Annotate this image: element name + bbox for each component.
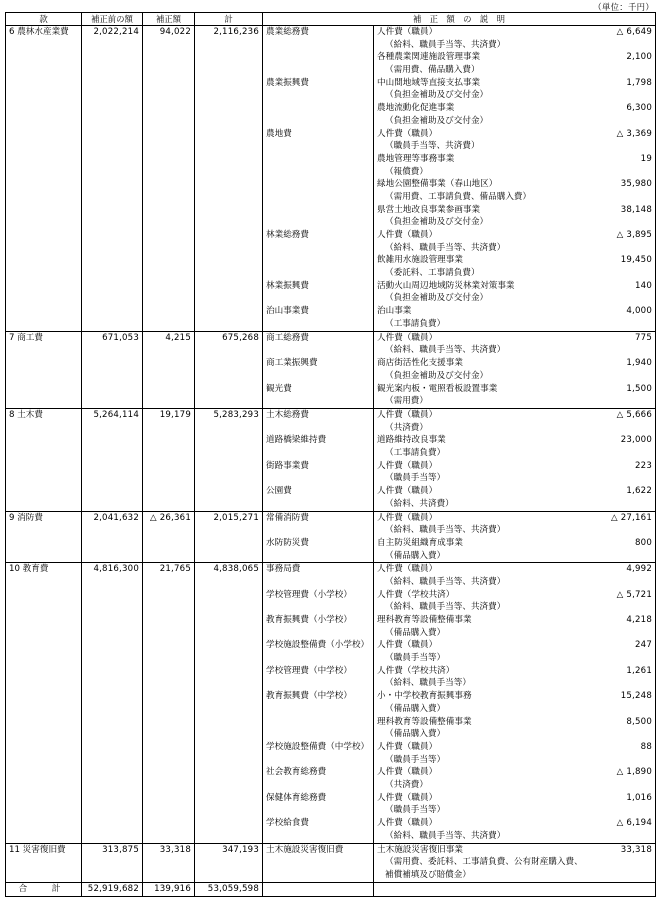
explanation-text: （給料、共済費） <box>385 498 454 509</box>
section-kou-list <box>263 331 374 408</box>
explanation-text: 土木施設災害復旧事業 <box>377 844 463 855</box>
explanation-text: （負担金補助及び交付金） <box>385 217 489 228</box>
kou-label: 商工業振興費 <box>266 358 318 369</box>
explanation-text: 治山事業 <box>377 306 412 317</box>
explanation-text: 飲雑用水施設管理事業 <box>377 255 463 266</box>
explanation-line <box>377 677 652 690</box>
explanation-text: （給料、職員手当等、共済費） <box>385 830 506 841</box>
explanation-line <box>377 216 652 229</box>
explanation-text: （工事請負費） <box>385 318 446 329</box>
explanation-text: （負担金補助及び交付金） <box>385 293 489 304</box>
section-before: 4,816,300 <box>82 563 143 843</box>
explanation-line <box>377 779 652 792</box>
section-before: 313,875 <box>82 843 143 882</box>
explanation-text: （職員手当等） <box>385 473 446 484</box>
explanation-line <box>377 254 652 267</box>
explanation-amount: 247 <box>634 640 652 651</box>
explanation-text: 各種農業関連施設管理事業 <box>377 52 481 63</box>
explanation-text: （給料、職員手当等、共済費） <box>385 39 506 50</box>
explanation-text: 人件費（学校共済） <box>377 665 455 676</box>
explanation-text: 理科教育等設備整備事業 <box>377 615 472 626</box>
explanation-line <box>377 128 652 141</box>
section-kan: 11 災害復旧費 <box>6 843 82 882</box>
grand-total-label: 合 計 <box>6 882 82 896</box>
explanation-amount: 4,218 <box>626 615 652 626</box>
kou-label: 事務局費 <box>266 564 301 575</box>
explanation-text: 人件費（職員） <box>377 818 438 829</box>
section-total: 675,268 <box>195 331 263 408</box>
explanation-text: （備品購入費） <box>385 729 446 740</box>
kou-label: 土木施設災害復旧費 <box>266 844 344 855</box>
explanation-amount: 1,016 <box>626 792 652 803</box>
explanation-text: （委託料、工事請負費） <box>385 268 480 279</box>
explanation-line <box>377 229 652 242</box>
explanation-text: 農地流動化促進事業 <box>377 103 455 114</box>
section-kou-list <box>263 563 374 843</box>
explanation-text: （給料、職員手当等） <box>385 678 471 689</box>
section-row <box>6 26 656 332</box>
section-kan: 10 教育費 <box>6 563 82 843</box>
explanation-line <box>377 178 652 191</box>
explanation-line <box>377 728 652 741</box>
kou-label: 学校施設整備費（中学校） <box>266 742 370 753</box>
explanation-line <box>377 830 652 843</box>
explanation-line <box>377 856 652 869</box>
section-explanation <box>374 563 656 843</box>
section-before: 2,022,214 <box>82 26 143 332</box>
explanation-text: 観光案内板・電照看板設置事業 <box>377 383 498 394</box>
section-before: 2,041,632 <box>82 511 143 563</box>
explanation-text: （負担金補助及び交付金） <box>385 90 489 101</box>
section-kan: 7 商工費 <box>6 331 82 408</box>
explanation-amount: 775 <box>634 332 652 343</box>
explanation-text: （職員手当等） <box>385 754 446 765</box>
budget-table <box>5 12 656 897</box>
explanation-amount: 19 <box>640 153 652 164</box>
kou-label: 林業総務費 <box>266 230 309 241</box>
explanation-amount: 1,500 <box>626 383 652 394</box>
explanation-line <box>377 485 652 498</box>
explanation-line <box>377 652 652 665</box>
explanation-line <box>377 869 652 882</box>
explanation-text: （給料、職員手当等、共済費） <box>385 576 506 587</box>
explanation-text: （備品購入費） <box>385 627 446 638</box>
explanation-text: （職員手当等） <box>385 653 446 664</box>
header-amount: 補正額 <box>143 13 195 26</box>
grand-total-before: 52,919,682 <box>82 882 143 896</box>
explanation-amount: 33,318 <box>620 844 652 855</box>
explanation-text: 人件費（職員） <box>377 230 438 240</box>
kou-label: 学校給食費 <box>266 818 309 829</box>
section-explanation <box>374 511 656 563</box>
explanation-amount: 35,980 <box>620 179 652 190</box>
explanation-text: 人件費（職員） <box>377 332 438 343</box>
section-kan: 8 土木費 <box>6 408 82 511</box>
section-amount: 21,765 <box>143 563 195 843</box>
explanation-line <box>377 550 652 563</box>
explanation-amount: △ 3,895 <box>616 230 652 240</box>
explanation-line <box>377 766 652 779</box>
explanation-line <box>377 563 652 576</box>
explanation-line <box>377 792 652 805</box>
explanation-amount: △ 6,649 <box>616 27 652 37</box>
section-amount: △ 26,361 <box>143 511 195 563</box>
explanation-line <box>377 639 652 652</box>
section-total: 2,116,236 <box>195 26 263 332</box>
explanation-text: 人件費（職員） <box>377 460 438 471</box>
section-row <box>6 511 656 563</box>
explanation-text: 人件費（職員） <box>377 767 438 778</box>
section-row <box>6 331 656 408</box>
explanation-line <box>377 191 652 204</box>
explanation-amount: △ 27,161 <box>610 512 652 523</box>
header-explanation: 補 正 額 の 説 明 <box>263 13 656 26</box>
explanation-text: 人件費（職員） <box>377 512 438 523</box>
explanation-text: （需用費、備品購入費） <box>385 65 480 76</box>
grand-total-row <box>6 882 656 896</box>
explanation-line <box>377 409 652 422</box>
grand-total-amount: 139,916 <box>143 882 195 896</box>
kou-label: 社会教育総務費 <box>266 767 327 778</box>
section-before: 5,264,114 <box>82 408 143 511</box>
explanation-line <box>377 434 652 447</box>
explanation-text: （需用費、委託料、工事請負費、公有財産購入費、 <box>385 857 583 868</box>
explanation-amount: △ 5,721 <box>616 589 652 600</box>
table-body <box>6 26 656 897</box>
explanation-text: 人件費（職員） <box>377 792 438 803</box>
explanation-amount: 4,992 <box>626 564 652 575</box>
kou-label: 公園費 <box>266 486 292 497</box>
explanation-text: （工事請負費） <box>385 448 446 458</box>
kou-label: 街路事業費 <box>266 460 309 471</box>
explanation-line <box>377 64 652 77</box>
explanation-line <box>377 115 652 128</box>
explanation-text: （職員手当等、共済費） <box>385 141 480 152</box>
explanation-text: （給料、職員手当等、共済費） <box>385 602 506 613</box>
kou-label: 商工総務費 <box>266 332 309 343</box>
explanation-line <box>377 524 652 537</box>
kou-label: 道路橋梁維持費 <box>266 435 327 446</box>
explanation-line <box>377 716 652 729</box>
explanation-amount: △ 3,369 <box>616 128 652 139</box>
section-before: 671,053 <box>82 331 143 408</box>
explanation-text: 農地管理等事務事業 <box>377 153 455 164</box>
kou-label: 観光費 <box>266 383 292 394</box>
explanation-text: （需用費、工事請負費、備品購入費） <box>385 191 532 202</box>
explanation-amount: 38,148 <box>620 204 652 215</box>
explanation-text: （負担金補助及び交付金） <box>385 370 489 381</box>
explanation-amount: 1,622 <box>626 486 652 497</box>
section-explanation <box>374 26 656 332</box>
explanation-line <box>377 741 652 754</box>
section-row <box>6 843 656 882</box>
explanation-line <box>377 39 652 52</box>
explanation-line <box>377 332 652 345</box>
header-kan: 款 <box>6 13 82 26</box>
section-total: 2,015,271 <box>195 511 263 563</box>
explanation-line <box>377 844 652 857</box>
explanation-line <box>377 318 652 331</box>
explanation-line <box>377 804 652 817</box>
explanation-text: （備品購入費） <box>385 550 446 561</box>
section-amount: 19,179 <box>143 408 195 511</box>
header-row <box>6 13 656 26</box>
explanation-text: 人件費（職員） <box>377 128 438 139</box>
explanation-line <box>377 242 652 255</box>
kou-label: 保健体育総務費 <box>266 792 327 803</box>
kou-label: 水防防災費 <box>266 537 309 548</box>
kou-label: 農業振興費 <box>266 77 309 88</box>
explanation-text: （備品購入費） <box>385 703 446 714</box>
section-explanation <box>374 331 656 408</box>
unit-label: （単位：千円） <box>593 2 654 12</box>
kou-label: 教育振興費（中学校） <box>266 691 352 702</box>
explanation-text: 緑地公園整備事業（春山地区） <box>377 179 498 190</box>
section-amount: 33,318 <box>143 843 195 882</box>
explanation-line <box>377 26 652 39</box>
explanation-amount: 88 <box>640 741 652 752</box>
kou-label: 学校管理費（中学校） <box>266 665 352 676</box>
kou-label: 学校管理費（小学校） <box>266 589 352 600</box>
explanation-text: （給料、職員手当等、共済費） <box>385 242 506 253</box>
kou-label: 農地費 <box>266 128 292 139</box>
explanation-line <box>377 601 652 614</box>
explanation-line <box>377 102 652 115</box>
explanation-amount: 23,000 <box>620 435 652 446</box>
explanation-amount: 8,500 <box>626 716 652 727</box>
section-kan: 9 消防費 <box>6 511 82 563</box>
section-row <box>6 563 656 843</box>
explanation-amount: 4,000 <box>626 306 652 317</box>
explanation-text: 自主防災組織育成事業 <box>377 537 463 548</box>
explanation-text: 道路維持改良事業 <box>377 435 446 446</box>
explanation-text: 中山間地域等直接支払事業 <box>377 77 481 88</box>
explanation-line <box>377 204 652 217</box>
header-total: 計 <box>195 13 263 26</box>
explanation-line <box>377 754 652 767</box>
explanation-line <box>377 383 652 396</box>
explanation-amount: 140 <box>634 280 652 291</box>
explanation-text: （共済費） <box>385 422 428 433</box>
kou-label: 土木総務費 <box>266 409 309 420</box>
explanation-amount: 1,940 <box>626 358 652 369</box>
section-amount: 94,022 <box>143 26 195 332</box>
explanation-text: 活動火山周辺地域防災林業対策事業 <box>377 280 515 291</box>
explanation-text: （需用費） <box>385 396 428 407</box>
explanation-line <box>377 537 652 550</box>
explanation-line <box>377 447 652 460</box>
explanation-line <box>377 472 652 485</box>
explanation-line <box>377 153 652 166</box>
explanation-text: （給料、職員手当等、共済費） <box>385 345 506 356</box>
explanation-text: 人件費（学校共済） <box>377 589 455 600</box>
section-kou-list <box>263 843 374 882</box>
kou-label: 農業総務費 <box>266 27 309 37</box>
explanation-text: 人件費（職員） <box>377 741 438 752</box>
explanation-text: 人件費（職員） <box>377 409 438 420</box>
explanation-line <box>377 422 652 435</box>
explanation-line <box>377 292 652 305</box>
explanation-text: （給料、職員手当等、共済費） <box>385 525 506 536</box>
explanation-amount: 223 <box>634 460 652 471</box>
section-total: 5,283,293 <box>195 408 263 511</box>
section-total: 4,838,065 <box>195 563 263 843</box>
section-kou-list <box>263 408 374 511</box>
explanation-amount: △ 1,890 <box>616 767 652 778</box>
explanation-line <box>377 627 652 640</box>
section-amount: 4,215 <box>143 331 195 408</box>
explanation-text: 人件費（職員） <box>377 27 438 37</box>
explanation-line <box>377 460 652 473</box>
explanation-text: （負担金補助及び交付金） <box>385 115 489 126</box>
kou-label: 常備消防費 <box>266 512 309 523</box>
explanation-line <box>377 166 652 179</box>
explanation-line <box>377 280 652 293</box>
section-kan: 6 農林水産業費 <box>6 26 82 332</box>
explanation-text: 人件費（職員） <box>377 486 438 497</box>
explanation-amount: 1,261 <box>626 665 652 676</box>
explanation-text: （共済費） <box>385 779 428 790</box>
explanation-line <box>377 817 652 830</box>
explanation-line <box>377 77 652 90</box>
section-total: 347,193 <box>195 843 263 882</box>
explanation-line <box>377 89 652 102</box>
kou-label: 学校施設整備費（小学校） <box>266 640 370 651</box>
header-before: 補正前の額 <box>82 13 143 26</box>
explanation-text: （職員手当等） <box>385 805 446 816</box>
kou-label: 治山事業費 <box>266 306 309 317</box>
explanation-text: 商店街活性化支援事業 <box>377 358 463 369</box>
explanation-line <box>377 140 652 153</box>
section-explanation <box>374 843 656 882</box>
section-row <box>6 408 656 511</box>
explanation-line <box>377 576 652 589</box>
explanation-line <box>377 305 652 318</box>
explanation-line <box>377 703 652 716</box>
explanation-line <box>377 267 652 280</box>
explanation-amount: 2,100 <box>626 52 652 63</box>
explanation-text: 人件費（職員） <box>377 640 438 651</box>
explanation-line <box>377 589 652 602</box>
explanation-line <box>377 614 652 627</box>
section-kou-list <box>263 26 374 332</box>
explanation-amount: 6,300 <box>626 103 652 114</box>
grand-total-empty-desc <box>374 882 656 896</box>
explanation-text: 理科教育等設備整備事業 <box>377 716 472 727</box>
explanation-text: 県営土地改良事業参画事業 <box>377 204 481 215</box>
explanation-amount: △ 6,194 <box>616 818 652 829</box>
kou-label: 林業振興費 <box>266 280 309 291</box>
explanation-line <box>377 395 652 408</box>
explanation-line <box>377 665 652 678</box>
explanation-line <box>377 370 652 383</box>
explanation-amount: 800 <box>634 537 652 548</box>
explanation-line <box>377 498 652 511</box>
explanation-line <box>377 51 652 64</box>
explanation-line <box>377 512 652 525</box>
explanation-amount: △ 5,666 <box>616 409 652 420</box>
explanation-line <box>377 690 652 703</box>
grand-total-empty-kou <box>263 882 374 896</box>
explanation-text: 小・中学校教育振興事務 <box>377 691 472 702</box>
section-explanation <box>374 408 656 511</box>
explanation-amount: 19,450 <box>620 255 652 266</box>
explanation-text: （報償費） <box>385 166 428 177</box>
kou-label: 教育振興費（小学校） <box>266 615 352 626</box>
explanation-line <box>377 357 652 370</box>
grand-total-total: 53,059,598 <box>195 882 263 896</box>
explanation-amount: 1,798 <box>626 77 652 88</box>
explanation-amount: 15,248 <box>620 691 652 702</box>
explanation-line <box>377 344 652 357</box>
section-kou-list <box>263 511 374 563</box>
explanation-text: 人件費（職員） <box>377 564 438 575</box>
explanation-text: 補償補填及び賠償金） <box>385 869 471 880</box>
